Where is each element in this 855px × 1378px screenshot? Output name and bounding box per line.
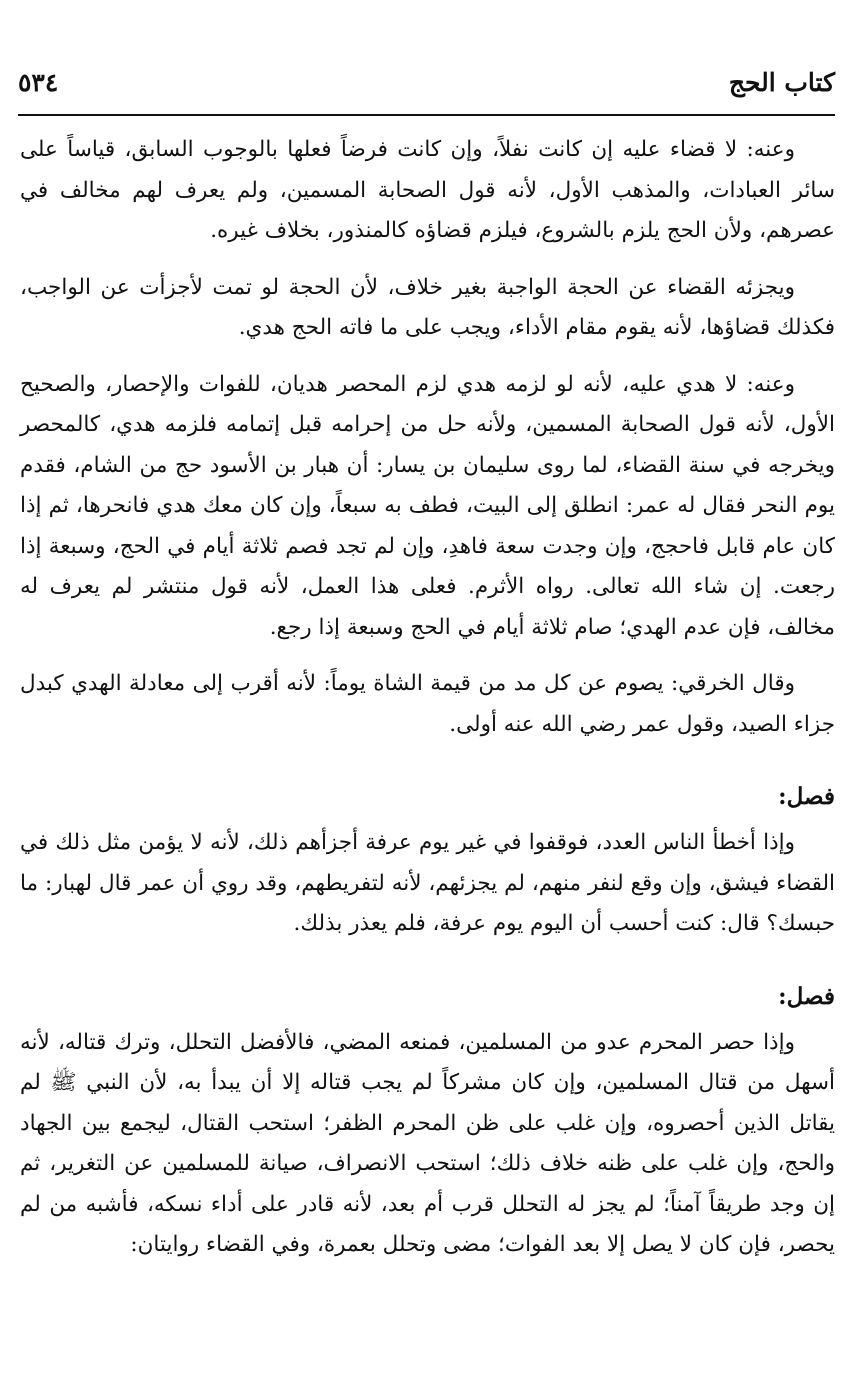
section-1-paragraph: وإذا أخطأ الناس العدد، فوقفوا في غير يوم عرفة أجزأهم ذلك، لأنه لا يؤمن مثل ذلك في القضاء فيشق، وإن وقع لنفر منهم، لم يجزئهم، لأنه لتفريطهم، وقد روي أن عمر قال لهبار: ما حبسك؟ قال: كنت أحسب أن اليوم يوم عرفة، فلم يعذر بذلك. bbox=[20, 830, 835, 936]
section-1 bbox=[20, 775, 835, 945]
section-heading: فصل: bbox=[778, 982, 835, 1010]
section-heading: فصل: bbox=[778, 783, 835, 810]
paragraph-4: وقال الخرقي: يصوم عن كل مد من قيمة الشاة يوماً: لأنه أقرب إلى معادلة الهدي كبدل جزاء الصيد، وقول عمر رضي الله عنه أولى. bbox=[20, 671, 835, 737]
paragraph-3: وعنه: لا هدي عليه، لأنه لو لزمه هدي لزم المحصر هديان، للفوات والإحصار، والصحيح الأول، لأنه قول الصحابة المسمين، ولأنه حل من إحرامه قبل إتمامه فلزمه هدي، كالمحصر ويخرجه في سنة القضاء، لما روى سليمان بن يسار: أن هبار بن الأسود حج من الشام، فقدم يوم النحر فقال له عمر: انطلق إلى البيت، فطف به سبعاً، وإن كان معك هدي فانحرها، ثم إذا كان عام قابل فاحجج، وإن وجدت سعة فاهدِ، وإن لم تجد فصم ثلاثة أيام في الحج، وسبعة إذا رجعت. إن شاء الله تعالى. رواه الأثرم. فعلى هذا العمل، لأنه قول منتشر لم يعرف له مخالف، فإن عدم الهدي؛ صام ثلاثة أيام في الحج وسبعة إذا رجع. bbox=[20, 371, 835, 640]
page-number: ٥٣٤ bbox=[18, 68, 59, 97]
section-2-paragraph: وإذا حصر المحرم عدو من المسلمين، فمنعه المضي، فالأفضل التحلل، وترك قتاله، لأنه أسهل من قتال المسلمين، وإن كان مشركاً لم يجب قتاله إلا أن يبدأ به، لأن النبي ﷺ لم يقاتل الذين أحصروه، وإن غلب على ظن المحرم الظفر؛ استحب القتال، ليجمع بين الجهاد والحج، وإن غلب على ظنه خلاف ذلك؛ استحب الانصراف، صيانة للمسلمين عن التغرير، ثم إن وجد طريقاً آمناً؛ لم يجز له التحلل قرب أم بعد، لأنه قادر على أداء نسكه، فأشبه من لم يحصر، فإن كان لا يصل إلا بعد الفوات؛ مضى وتحلل بعمرة، وفي القضاء روايتان: bbox=[20, 1029, 835, 1257]
page-body bbox=[20, 130, 835, 1282]
running-head bbox=[18, 66, 835, 106]
paragraph-1: وعنه: لا قضاء عليه إن كانت نفلاً، وإن كانت فرضاً فعلها بالوجوب السابق، قياساً على سائر العبادات، والمذهب الأول، لأنه قول الصحابة المسمين، ولم يعرف لهم مخالف في عصرهم، ولأن الحج يلزم بالشروع، فيلزم قضاؤه كالمنذور، بخلاف غيره. bbox=[20, 137, 835, 243]
section-2 bbox=[20, 975, 835, 1266]
header-rule bbox=[18, 114, 835, 116]
paragraph-2: ويجزئه القضاء عن الحجة الواجبة بغير خلاف، لأن الحجة لو تمت لأجزأت عن الواجب، فكذلك قضاؤها، لأنه يقوم مقام الأداء، ويجب على ما فاته الحج هدي. bbox=[20, 274, 835, 340]
running-title: كتاب الحج bbox=[728, 68, 835, 97]
